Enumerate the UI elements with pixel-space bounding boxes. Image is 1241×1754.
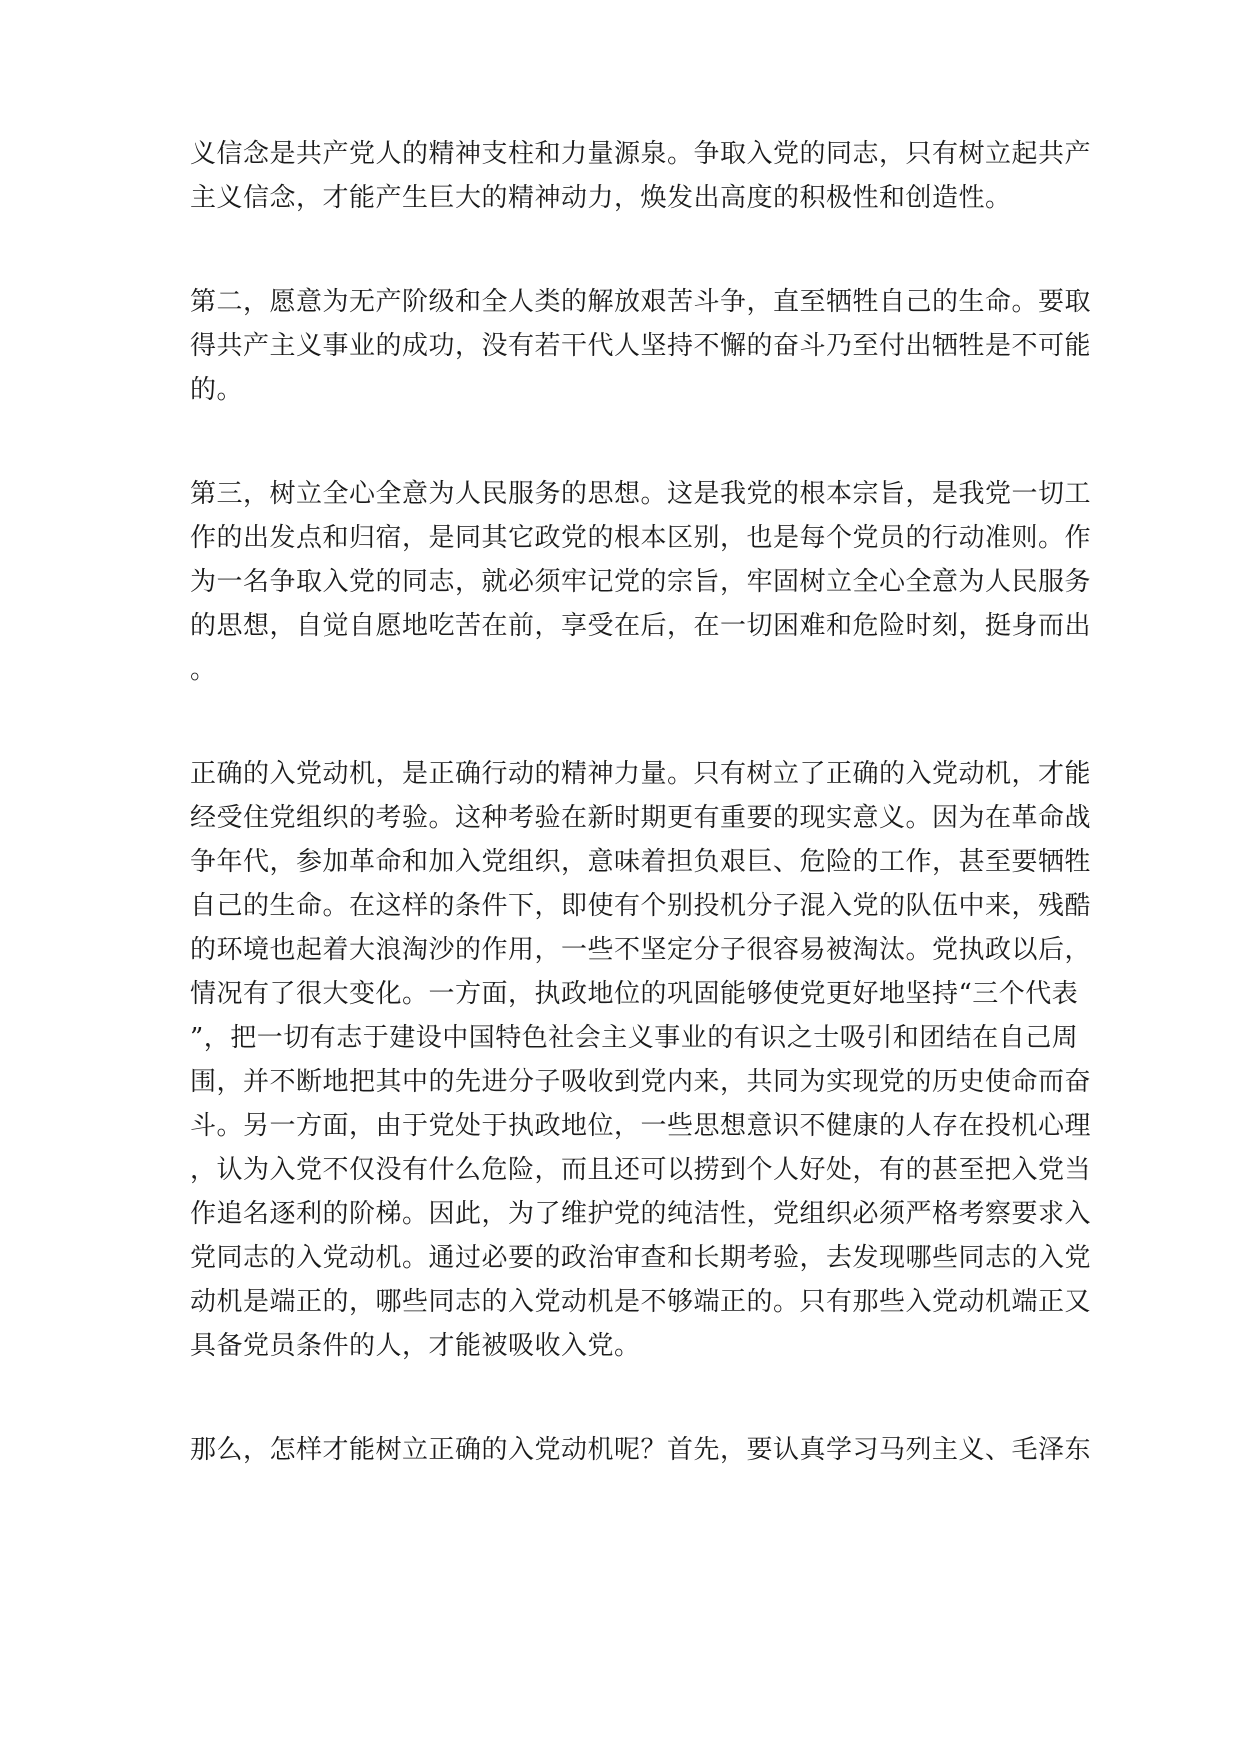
text-line: 作追名逐利的阶梯。因此，为了维护党的纯洁性，党组织必须严格考察要求入 (190, 1199, 1092, 1229)
text-line: 围，并不断地把其中的先进分子吸收到党内来，共同为实现党的历史使命而奋 (190, 1067, 1092, 1097)
text-line: 正确的入党动机，是正确行动的精神力量。只有树立了正确的入党动机，才能 (190, 759, 1092, 789)
paragraph-how-to-establish (190, 1428, 1092, 1472)
paragraph-second-point (190, 280, 1092, 412)
text-line: 那么，怎样才能树立正确的入党动机呢？首先，要认真学习马列主义、毛泽东 (190, 1435, 1092, 1465)
text-line: 动机是端正的，哪些同志的入党动机是不够端正的。只有那些入党动机端正又 (190, 1287, 1092, 1317)
paragraph-communist-belief (190, 132, 1092, 220)
text-line: 的环境也起着大浪淘沙的作用，一些不坚定分子很容易被淘汰。党执政以后， (190, 935, 1092, 965)
text-line: 经受住党组织的考验。这种考验在新时期更有重要的现实意义。因为在革命战 (190, 803, 1092, 833)
paragraph-correct-motivation (190, 752, 1092, 1368)
text-line: 党同志的入党动机。通过必要的政治审查和长期考验，去发现哪些同志的入党 (190, 1243, 1092, 1273)
text-line: 的。 (190, 375, 244, 405)
paragraph-third-point (190, 472, 1092, 692)
text-line: 第三，树立全心全意为人民服务的思想。这是我党的根本宗旨，是我党一切工 (190, 479, 1092, 509)
text-line: 。 (190, 655, 217, 685)
text-line: 义信念是共产党人的精神支柱和力量源泉。争取入党的同志，只有树立起共产 (190, 139, 1092, 169)
text-line: 具备党员条件的人，才能被吸收入党。 (190, 1331, 641, 1361)
text-line: 争年代，参加革命和加入党组织，意味着担负艰巨、危险的工作，甚至要牺牲 (190, 847, 1092, 877)
document-body (190, 132, 1092, 1472)
text-line: 情况有了很大变化。一方面，执政地位的巩固能够使党更好地坚持“三个代表 (190, 979, 1079, 1009)
text-line: ，认为入党不仅没有什么危险，而且还可以捞到个人好处，有的甚至把入党当 (190, 1155, 1092, 1185)
text-line: 主义信念，才能产生巨大的精神动力，焕发出高度的积极性和创造性。 (190, 183, 1012, 213)
text-line: 斗。另一方面，由于党处于执政地位，一些思想意识不健康的人存在投机心理 (190, 1111, 1092, 1141)
text-line: 第二，愿意为无产阶级和全人类的解放艰苦斗争，直至牺牲自己的生命。要取 (190, 287, 1092, 317)
text-line: ”，把一切有志于建设中国特色社会主义事业的有识之士吸引和团结在自己周 (190, 1023, 1079, 1053)
text-line: 自己的生命。在这样的条件下，即使有个别投机分子混入党的队伍中来，残酷 (190, 891, 1092, 921)
text-line: 的思想，自觉自愿地吃苦在前，享受在后，在一切困难和危险时刻，挺身而出 (190, 611, 1092, 641)
text-line: 得共产主义事业的成功，没有若干代人坚持不懈的奋斗乃至付出牺牲是不可能 (190, 331, 1092, 361)
text-line: 作的出发点和归宿，是同其它政党的根本区别，也是每个党员的行动准则。作 (190, 523, 1092, 553)
text-line: 为一名争取入党的同志，就必须牢记党的宗旨，牢固树立全心全意为人民服务 (190, 567, 1092, 597)
